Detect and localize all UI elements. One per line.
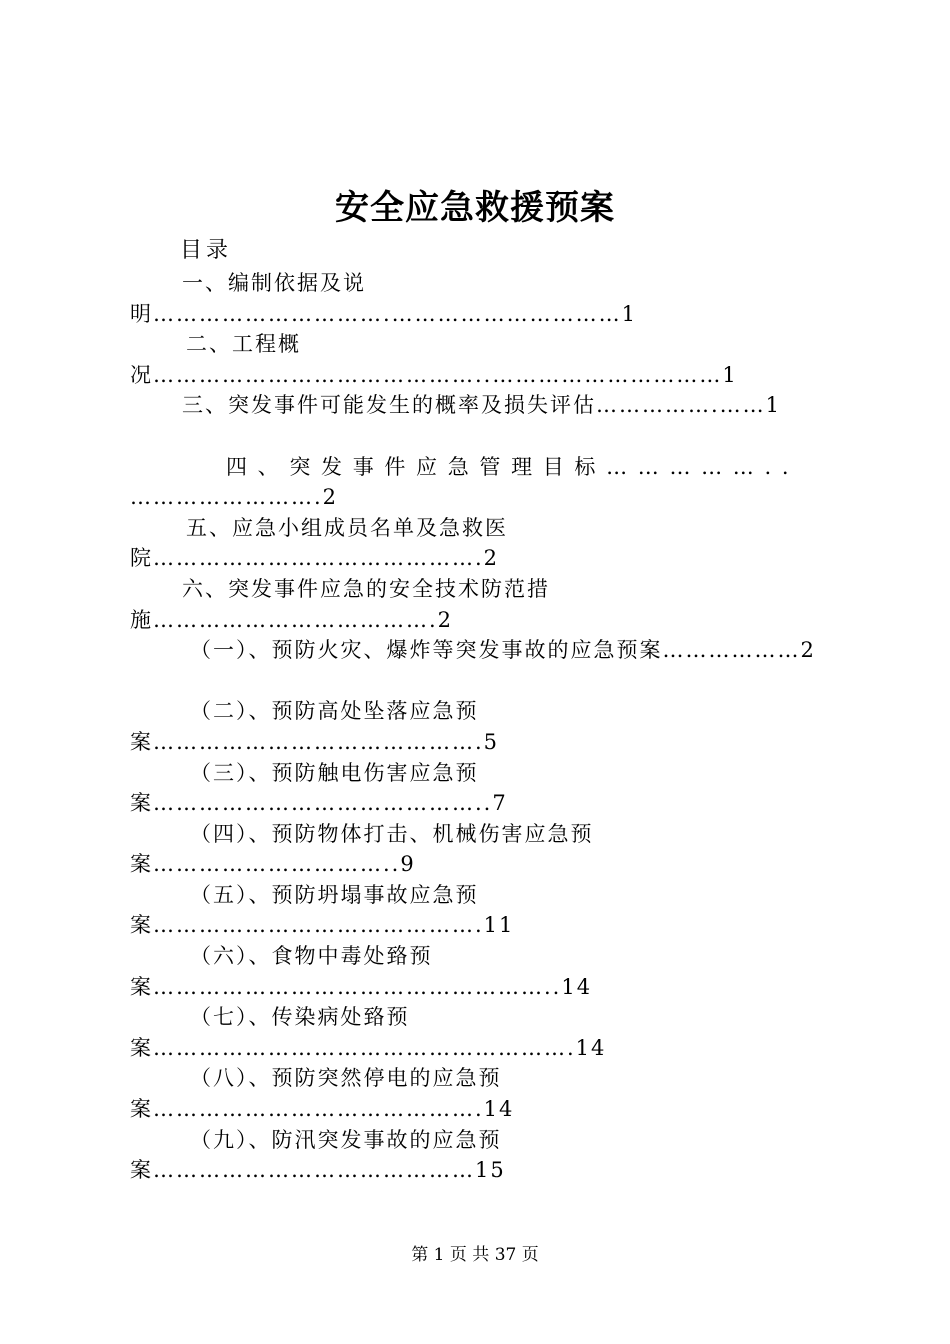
table-of-contents [130,268,830,1186]
toc-entry: （八）、预防突然停电的应急预案…………………………………….14 [130,1066,515,1122]
toc-entry: 三、突发事件可能发生的概率及损失评估…………….……1 [182,393,782,418]
toc-entry: 五、应急小组成员名单及急救医院…………………………………….2 [130,515,508,571]
toc-entry: （四）、预防物体打击、机械伤害应急预案…………………………..9 [130,821,594,877]
toc-entry: 六、突发事件应急的安全技术防范措施……………………………….2 [130,576,550,632]
toc-entry: （二）、预防高处坠落应急预案…………………………………….5 [130,699,500,754]
toc-entry: 一、编制依据及说明………………………….…………………………1 [130,271,638,326]
toc-entry: （三）、预防触电伤害应急预案……………………………………..7 [130,760,508,816]
toc-entry: （七）、传染病处臵预案……………………………………………….14 [130,1005,607,1060]
toc-heading: 目录 [180,238,233,263]
toc-entry: （九）、防汛突发事故的应急预案……………………………………15 [130,1127,506,1183]
toc-entry: 四 、 突 发 事 件 应 急 管 理 目 标 … … … … … . . …………………….2 [130,454,791,510]
document-title: 安全应急救援预案 [335,188,615,228]
toc-entry: 二、工程概况……………………………………..…………………………1 [130,332,738,387]
toc-entry: （五）、预防坍塌事故应急预案…………………………………….11 [130,882,515,938]
page-footer: 第 1 页 共 37 页 [411,1245,539,1265]
toc-entry: （一）、预防火灾、爆炸等突发事故的应急预案………………2 [190,638,816,663]
toc-entry: （六）、食物中毒处臵预案……………………………………………..14 [130,944,593,999]
